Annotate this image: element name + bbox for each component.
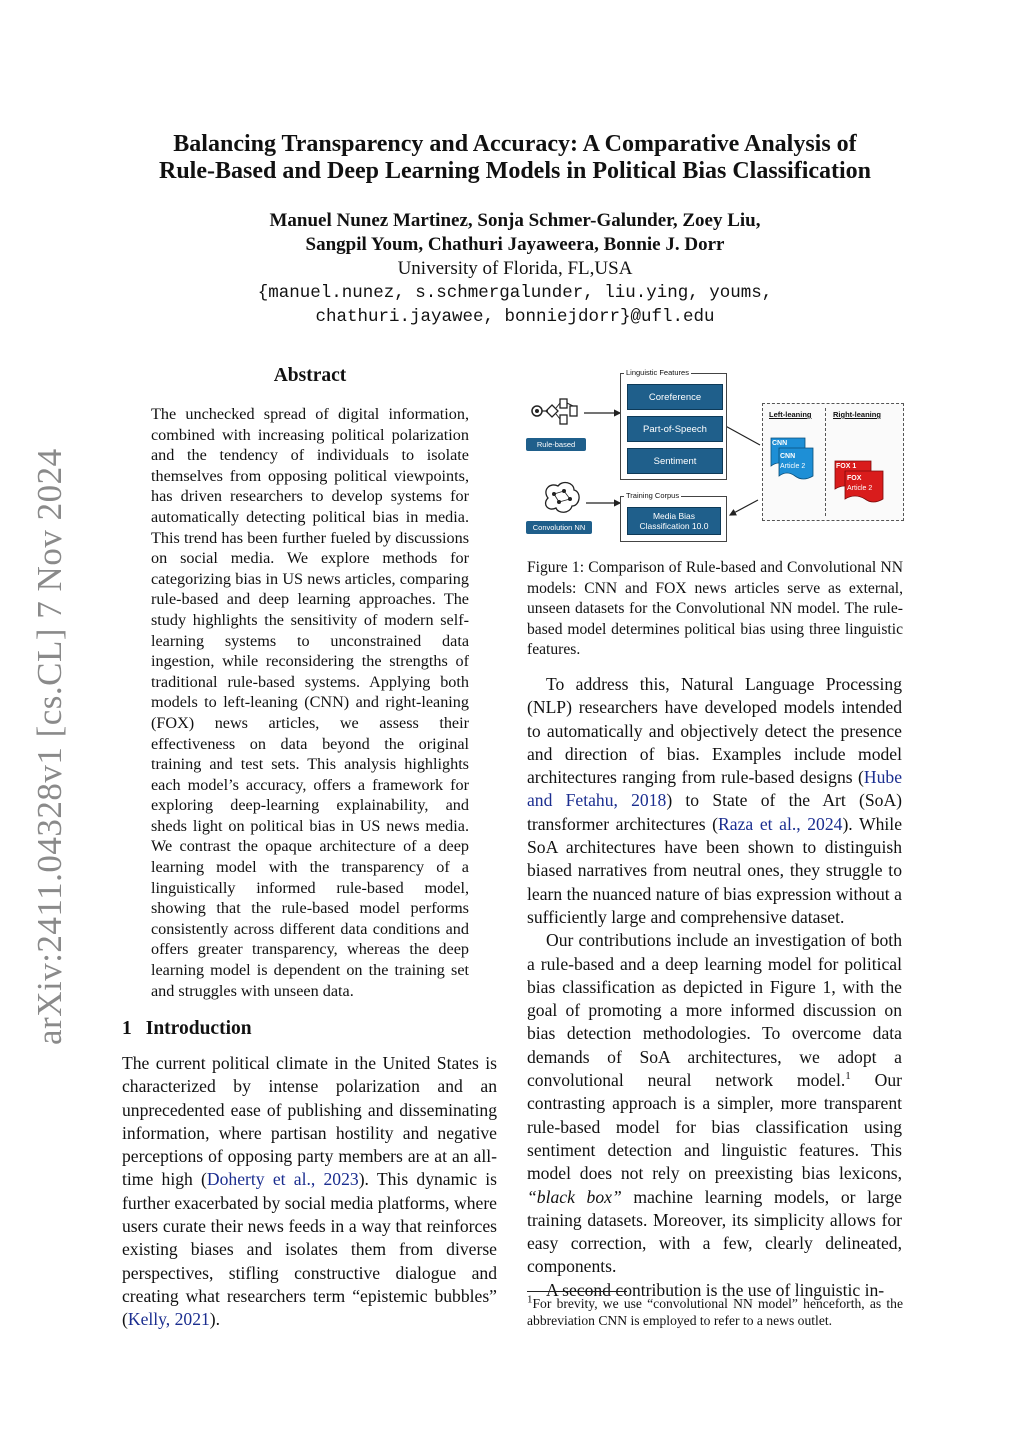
citation-doherty[interactable]: Doherty et al., 2023 (206, 1169, 359, 1190)
feature-coreference: Coreference (627, 384, 723, 410)
right-column-text (527, 673, 902, 1302)
media-bias-classification-box: Media Bias Classification 10.0 (627, 507, 721, 535)
left-leaning-label: Left-leaning (769, 410, 812, 419)
paragraph-nlp-approaches (527, 673, 902, 929)
citation-kelly[interactable]: Kelly, 2021 (127, 1309, 210, 1330)
cnn-doc-label-2: CNN (780, 453, 796, 460)
rc-p1-text-a: To address this, Natural Language Processing (NLP) researchers have developed models intended to automatically and objectively detect the presence and direction of bias. Examples include model architectures ranging from rule-based designs ( (527, 674, 902, 788)
rc-p2-black-box: “black box” (527, 1186, 622, 1207)
footnote-divider (527, 1291, 627, 1292)
title-line-1: Balancing Transparency and Accuracy: A Comparative Analysis of (173, 131, 857, 157)
right-leaning-label: Right-leaning (833, 410, 881, 419)
fox-doc-label-2: FOX (847, 475, 862, 482)
rc-p2-text-c: machine learning models, or large training datasets. Moreover, its simplicity allows for easy correction, with a few, clearly delineated, components. (527, 1186, 902, 1277)
footnote-number: 1 (527, 1293, 533, 1306)
intro-text-b: ). This dynamic is further exacerbated by social media platforms, where users curate their news feeds in a way that reinforces existing biases and isolates them from diverse perspectives, stifling constructive dialogue and creating what researchers term “epistemic bubbles” ( (122, 1169, 497, 1330)
fox-doc-label-1: FOX 1 (836, 463, 857, 470)
title-line-2: Rule-Based and Deep Learning Models in Political Bias Classification (158, 158, 872, 184)
rule-based-tag: Rule-based (526, 438, 586, 451)
intro-text-a: The current political climate in the United States is characterized by intense polarization and an unprecedented ease of publishing and disseminating information, where partisan hostility and negative perceptions of opposing party members are at an all-time high ( (122, 1053, 497, 1190)
citation-hube-fetahu[interactable]: Hube and Fetahu, 2018 (527, 767, 902, 811)
citation-raza[interactable]: Raza et al., 2024 (718, 813, 843, 834)
arxiv-identifier: arXiv:2411.04328v1 [cs.CL] 7 Nov 2024 (30, 448, 69, 1045)
training-corpus-panel (620, 491, 727, 542)
fox-doc-label-3: Article 2 (847, 485, 873, 492)
rc-p2-text-a: Our contributions include an investigation of both a rule-based and a deep learning model for political bias classification as depicted in Figure 1, with the goal of promoting a more informed discussion on bias detection methodologies. To overcome data demands of SoA architectures, we adopt a convolutional neural network model. (527, 930, 902, 1091)
paper-title (90, 131, 940, 185)
rc-p1-text-c: ). While SoA architectures have been shown to distinguish biased narratives from neutral ones, they struggle to learn the nuanced nature of bias expression without a sufficiently large and comprehensive dataset. (527, 813, 903, 927)
feature-sentiment: Sentiment (627, 448, 723, 474)
abstract-heading: Abstract (273, 365, 347, 386)
section-title: Introduction (145, 1018, 252, 1039)
author-line-1: Manuel Nunez Martinez, Sonja Schmer-Galunder, Zoey Liu, (269, 210, 761, 231)
emails-line-1: {manuel.nunez, s.schmergalunder, liu.ying, youms, (257, 283, 773, 303)
author-line-2: Sangpil Youm, Chathuri Jayaweera, Bonnie J. Dorr (305, 234, 725, 255)
affiliation: University of Florida, FL,USA (397, 258, 633, 279)
convolution-nn-tag: Convolution NN (526, 521, 592, 534)
figure-1 (520, 365, 910, 555)
linguistic-features-panel (620, 368, 727, 480)
cnn-doc-label-3: Article 2 (780, 463, 806, 470)
figure-1-caption: Figure 1: Comparison of Rule-based and Convolutional NN models: CNN and FOX news articles serve as external, unseen datasets for the Convolutional NN model. The rule-based model determines political bias using three linguistic features. (527, 559, 903, 658)
rc-p1-text-b: ) to State of the Art (SoA) transformer architectures ( (527, 790, 903, 834)
rc-p2-text-b: Our contrasting approach is a simpler, more transparent rule-based model for bias classification using sentiment detection and linguistic features. This model does not rely on preexisting bias lexicons, (527, 1070, 902, 1184)
abstract-text: The unchecked spread of digital information, combined with increasing political polarization and the tendency of individuals to isolate themselves from opposing political viewpoints, has driven researchers to develop systems for automatically detecting political bias in media. This trend has been further fueled by discussions on social media. We explore methods for categorizing bias in US news articles, comparing rule-based and deep learning approaches. The study highlights the sensitivity of modern self-learning systems to unconstrained data ingestion, while reconsidering the strengths of traditional rule-based systems. Applying both models to left-leaning (CNN) and right-leaning (FOX) news articles, we assess their effectiveness on data beyond the original training and test sets. This analysis highlights each model’s accuracy, offers a framework for exploring deep-learning explainability, and sheds light on political bias in US news media. We contrast the opaque architecture of a deep learning model with the transparency of a linguistically informed rule-based model, showing that the rule-based model performs consistently across different data conditions and offers greater transparency, whereas the deep learning model is dependent on the training set and struggles with unseen data. (151, 405, 469, 1000)
author-block (90, 209, 940, 329)
paragraph-contributions (527, 929, 902, 1278)
paragraph-second-contribution: A second contribution is the use of linguistic in- (546, 1279, 885, 1300)
cnn-doc-label-1: CNN (772, 440, 788, 447)
emails-line-2: chathuri.jayawee, bonniejdorr}@ufl.edu (315, 307, 715, 327)
section-heading-introduction (122, 1018, 252, 1040)
feature-part-of-speech: Part-of-Speech (627, 416, 723, 442)
training-corpus-label: Training Corpus (626, 491, 680, 500)
intro-text-c: ). (209, 1309, 221, 1330)
news-outlet-panel (762, 403, 904, 521)
footnote-text: For brevity, we use “convolutional NN model” henceforth, as the abbreviation CNN is employed to refer to a news outlet. (527, 1296, 903, 1328)
section-number: 1 (122, 1018, 132, 1039)
footnote-marker[interactable]: 1 (845, 1070, 851, 1083)
linguistic-features-label: Linguistic Features (626, 368, 689, 377)
introduction-paragraph (122, 1052, 497, 1332)
footnote (527, 1293, 903, 1329)
